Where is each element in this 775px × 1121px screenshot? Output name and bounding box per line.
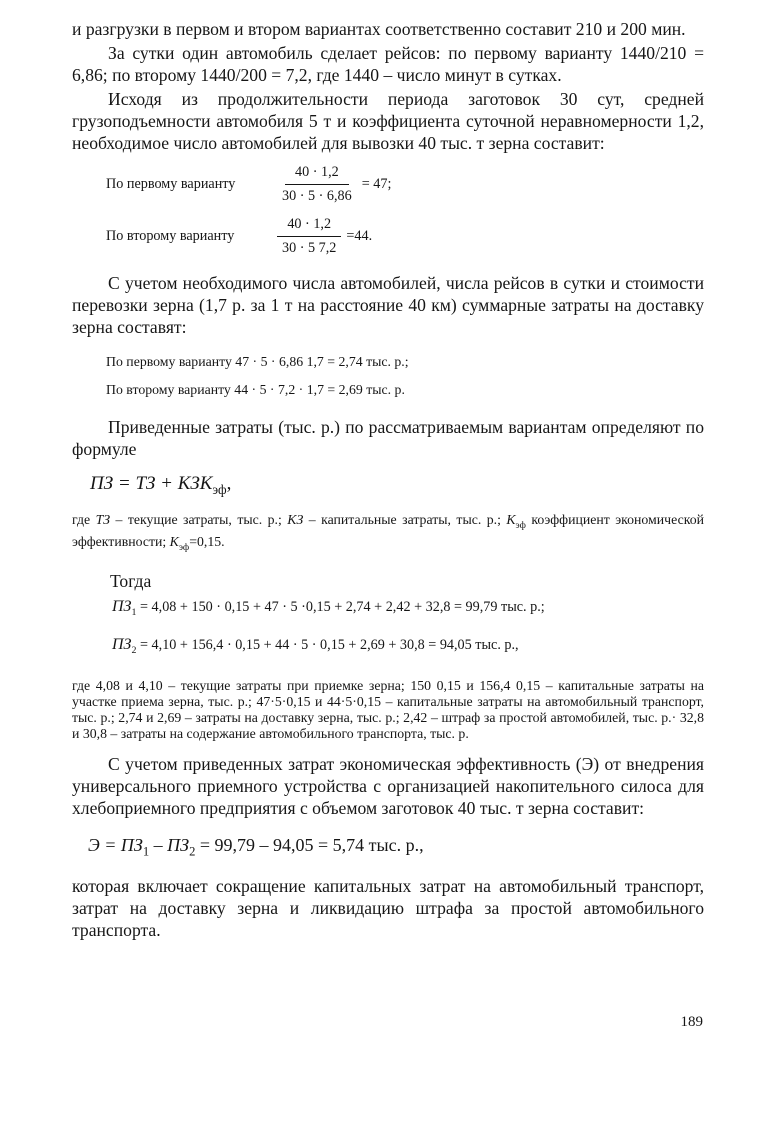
paragraph: и разгрузки в первом и втором вариантах соответственно составит 210 и 200 мин. <box>72 19 686 39</box>
paragraph: За сутки один автомобиль сделает рейсов: по первому варианту 1440/210 = 6,86; по второму 1440/200 = 7,2, где 1440 – число минут в сутках. <box>72 43 704 85</box>
fraction-label: По первому варианту <box>106 175 236 192</box>
formula-effect <box>88 831 704 866</box>
paragraph: С учетом приведенных затрат экономическая эффективность (Э) от внедрения универсального приемного устройства с организацией накопительного силоса для хлебоприемного предприятия с объемом заготовок 40 тыс. т зерна составит: <box>72 753 704 818</box>
fraction-result: =44. <box>346 227 373 244</box>
pz-expression: = 4,10 + 156,4 · 0,15 + 44 · 5 · 0,15 + 2,69 + 30,8 = 94,05 тыс. р., <box>140 636 519 653</box>
pz-expression: = 4,08 + 150 · 0,15 + 47 · 5 ·0,15 + 2,74 + 2,42 + 32,8 = 99,79 тыс. р.; <box>140 598 545 615</box>
paragraph: которая включает сокращение капитальных затрат на автомобильный транспорт, затрат на доставку зерна и ликвидацию штрафа за простой автомобильного транспорта. <box>72 876 704 941</box>
pz-symbol: ПЗ <box>112 597 132 615</box>
fraction-label: По второму варианту <box>106 227 235 244</box>
paragraph: Исходя из продолжительности периода заготовок 30 сут, средней грузоподъемности автомобиля 5 т и коэффициента суточной неравномерности 1,2, необходимое число автомобилей для вывозки 40 тыс. т зерна составит: <box>72 89 704 153</box>
cost-line-2 <box>106 380 704 400</box>
k-symbol: К <box>169 533 179 549</box>
definitions-tail: коэффициент экономической эффективности; <box>72 511 704 549</box>
tz-symbol: ТЗ <box>95 511 111 527</box>
numerator: 40 · 1,2 <box>277 216 341 237</box>
pz-symbol: ПЗ <box>112 635 132 653</box>
cost-line-1 <box>106 352 704 372</box>
effect-index: 1 <box>142 844 150 859</box>
definitions <box>72 512 704 556</box>
cost-label: По второму варианту <box>106 382 231 397</box>
kz-symbol: КЗ <box>287 511 304 527</box>
effect-index: 2 <box>189 844 196 859</box>
formula-lhs: ПЗ = ТЗ + КЗК <box>90 473 213 494</box>
k-sub: эф <box>178 541 190 553</box>
page-body <box>72 18 704 941</box>
fraction-line-2 <box>106 210 704 262</box>
k-symbol: К <box>506 511 516 527</box>
paragraph: Приведенные затраты (тыс. р.) по рассматриваемым вариантам определяют по формуле <box>72 417 704 459</box>
k-value: =0,15. <box>189 533 225 549</box>
pz-index: 1 <box>131 606 137 618</box>
paragraph: где 4,08 и 4,10 – текущие затраты при приемке зерна; 150 0,15 и 156,4 0,15 – капитальные затраты на участке приема зерна, тыс. р.; 47·5·0,15 и 44·5·0,15 – капитальные затраты на автомобильный транспорт, тыс. р.; 2,74 и 2,69 – затраты на доставку зерна, тыс. р.; 2,42 – штраф за простой автомобилей, тыс. р.· 32,8 и 30,8 – затраты на содержание автомобильного транспорта, тыс. р. <box>72 677 704 742</box>
where-word: где <box>72 511 91 527</box>
formula-sub: эф <box>212 481 227 497</box>
pz1-line <box>112 596 704 624</box>
effect-rhs: = 99,79 – 94,05 = 5,74 тыс. р., <box>195 834 424 855</box>
k-sub: эф <box>515 519 526 531</box>
cost-expression: 44 · 5 · 7,2 · 1,7 = 2,69 тыс. р. <box>234 382 405 397</box>
fraction-line-1 <box>106 158 704 210</box>
denominator: 30 · 5 7,2 <box>282 239 337 256</box>
page-number: 189 <box>680 1014 703 1030</box>
tz-text: – текущие затраты, тыс. р.; <box>115 511 282 527</box>
formula-pz <box>90 470 704 504</box>
cost-expression: 47 · 5 · 6,86 1,7 = 2,74 тыс. р.; <box>235 354 409 369</box>
effect-mid: – ПЗ <box>149 834 190 855</box>
pz-index: 2 <box>131 644 137 656</box>
formula-end: , <box>226 473 232 494</box>
fraction <box>276 164 358 205</box>
kz-text: – капитальные затраты, тыс. р.; <box>308 511 501 527</box>
paragraph: С учетом необходимого числа автомобилей, числа рейсов в сутки и стоимости перевозки зерна (1,7 р. за 1 т на расстояние 40 км) суммарные затраты на доставку зерна составят: <box>72 273 704 337</box>
cost-label: По первому варианту <box>106 354 232 369</box>
pz2-line <box>112 634 704 662</box>
fraction-result: = 47; <box>361 175 392 192</box>
numerator: 40 · 1,2 <box>285 164 349 185</box>
then-word: Тогда <box>110 570 152 591</box>
effect-lhs: Э = ПЗ <box>88 834 143 855</box>
denominator: 30 · 5 · 6,86 <box>282 187 352 204</box>
fraction <box>276 216 342 257</box>
